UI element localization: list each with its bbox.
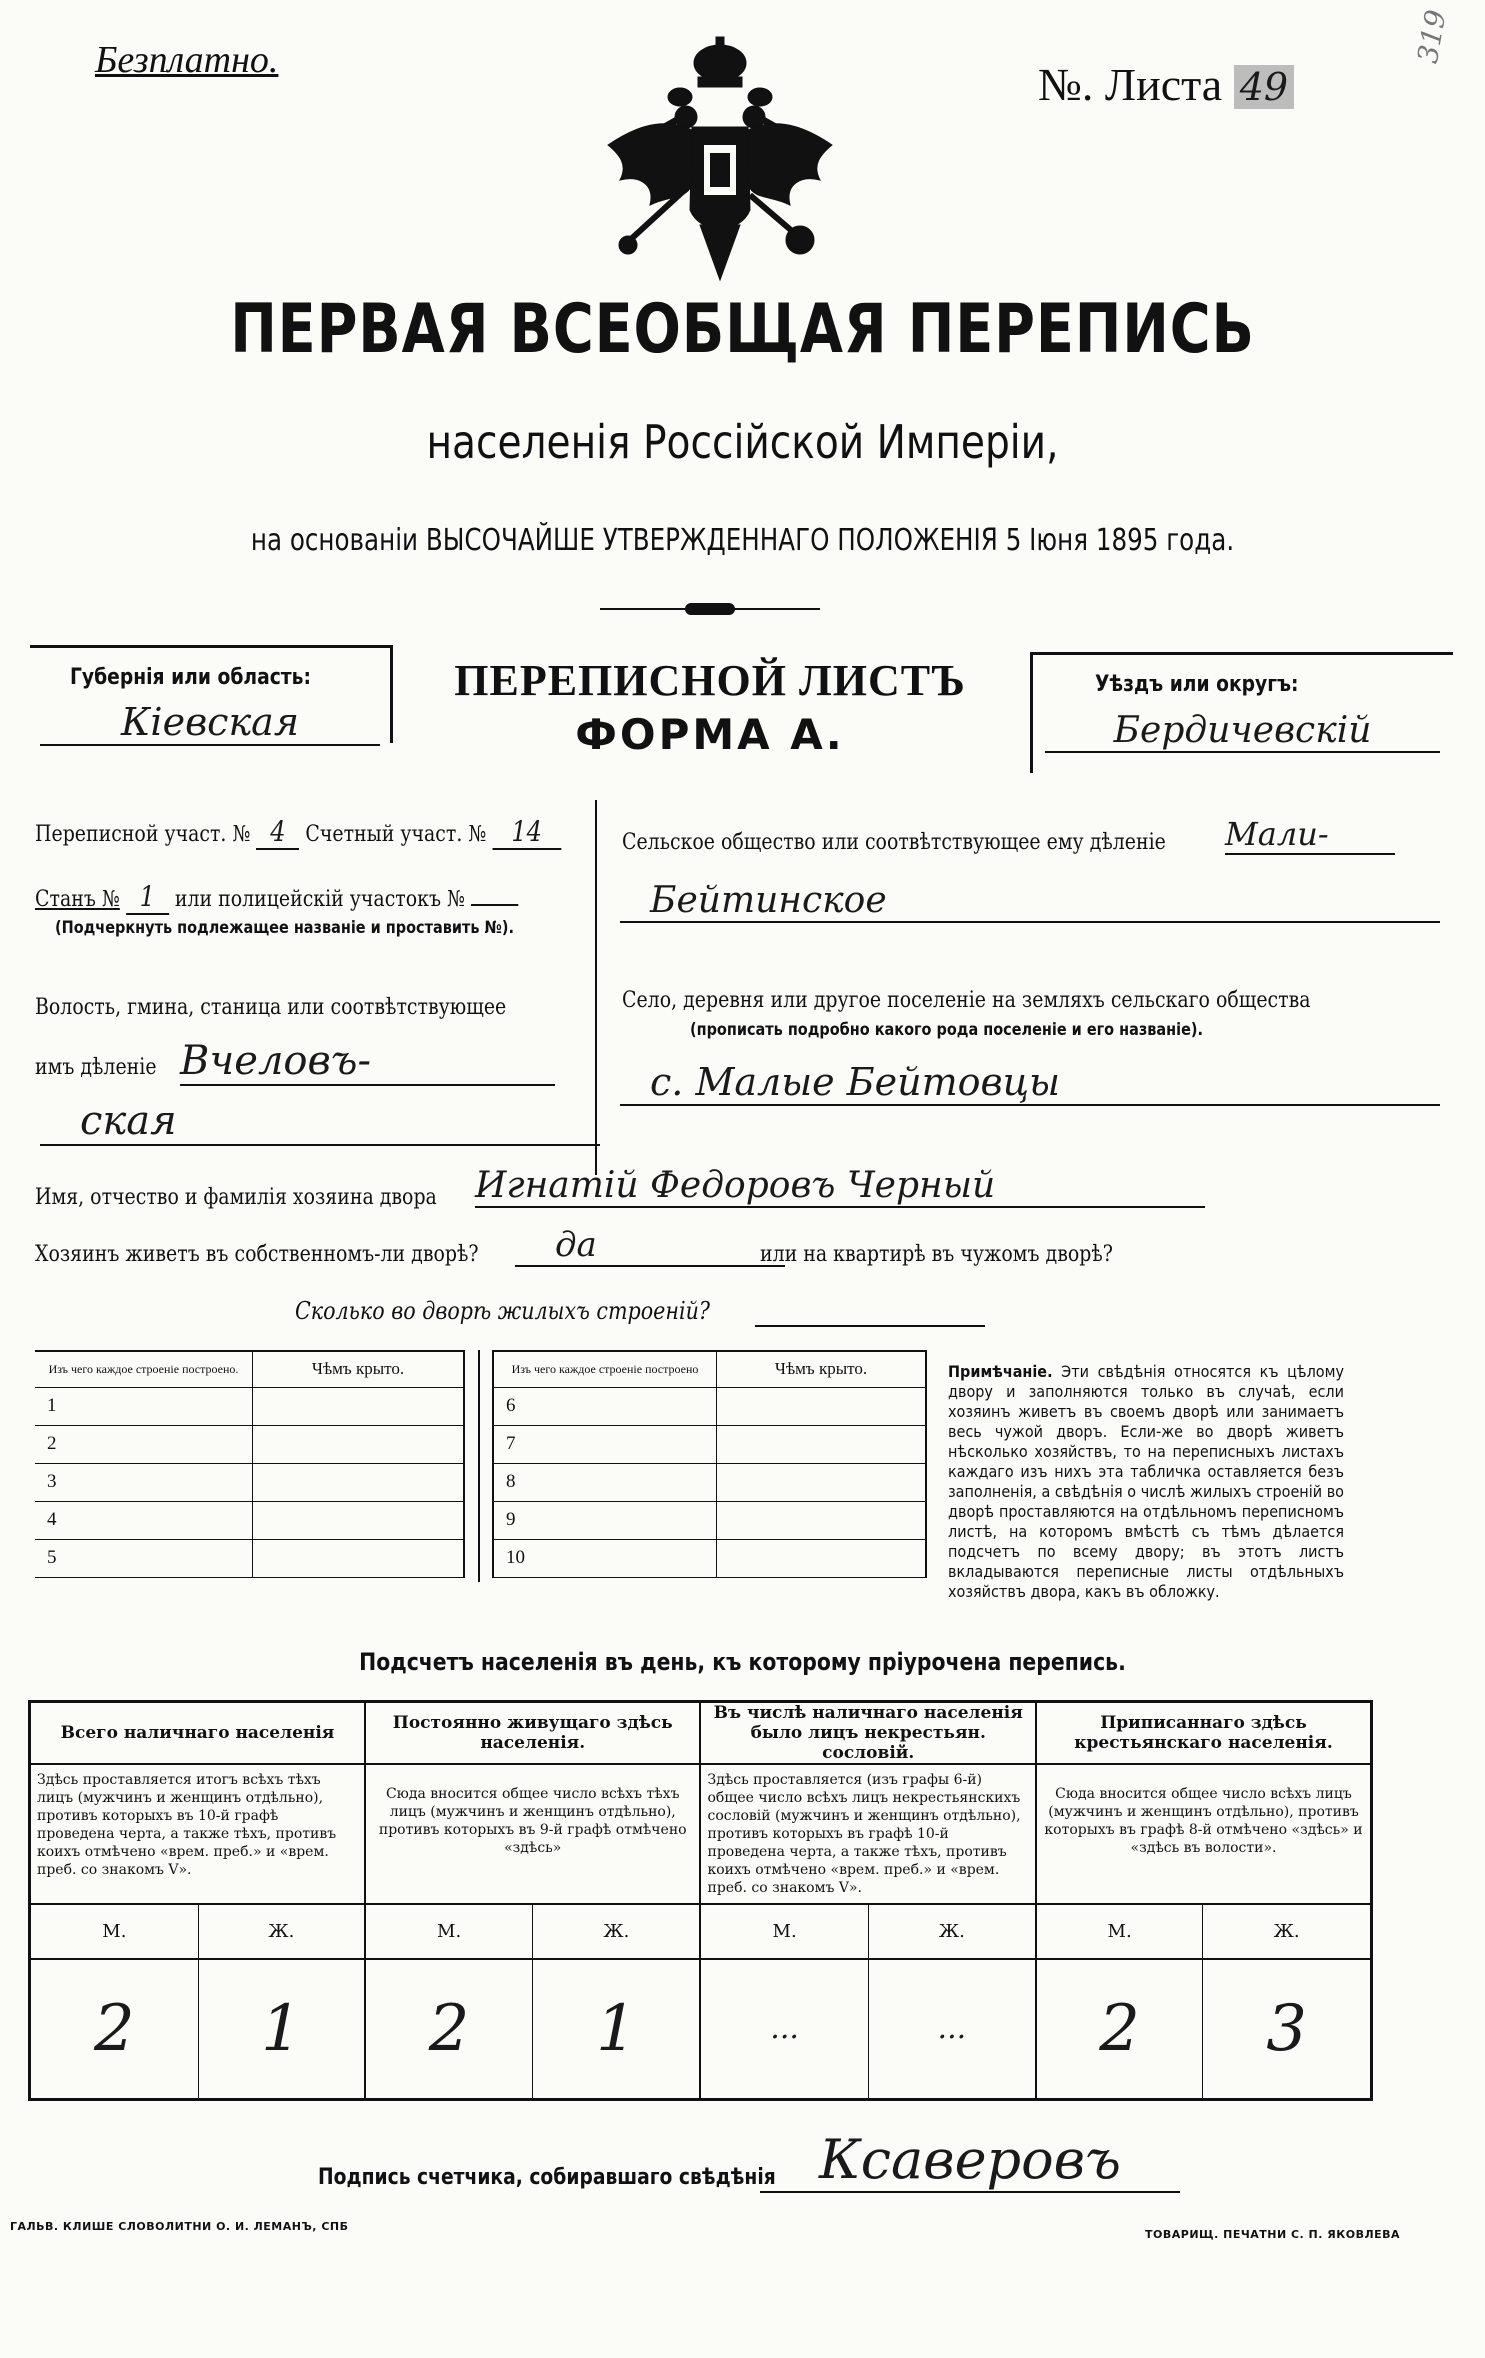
pop-f-value-2: 1 bbox=[533, 1959, 701, 2099]
note-title: Примѣчаніе. bbox=[948, 1362, 1053, 1381]
col-material-header: Изъ чего каждое строеніе построено. bbox=[35, 1351, 253, 1387]
village-note: (прописать подробно какого рода поселеніе и его названіе). bbox=[690, 1020, 1203, 1040]
pop-col-4-header: Приписаннаго здѣсь крестьянскаго населенія. bbox=[1036, 1702, 1372, 1765]
corner-mark: 319 bbox=[1410, 7, 1453, 66]
pop-m-label-1: М. bbox=[30, 1904, 199, 1959]
province-value: Кіевская bbox=[40, 700, 380, 746]
count-section-value: 14 bbox=[492, 815, 561, 850]
society-value-2: Бейтинское bbox=[620, 880, 1440, 923]
volost-row bbox=[35, 1055, 176, 1080]
buildings-table-right bbox=[492, 1350, 927, 1578]
building-row-7: 7 bbox=[493, 1425, 717, 1463]
building-row-1: 1 bbox=[35, 1387, 253, 1425]
own-yard-value: да bbox=[515, 1225, 785, 1267]
pop-col-2-header: Постоянно живущаго здѣсь населенія. bbox=[365, 1702, 701, 1765]
district-label: Уѣздъ или округъ: bbox=[1095, 672, 1299, 697]
printer-right: ТОВАРИЩ. ПЕЧАТНИ С. П. ЯКОВЛЕВА bbox=[1145, 2228, 1401, 2241]
signature-value: Ксаверовъ bbox=[760, 2128, 1180, 2193]
pop-m-label-3: М. bbox=[700, 1904, 868, 1959]
camp-label: Станъ № bbox=[35, 887, 120, 912]
village-value: с. Малые Бейтовцы bbox=[620, 1060, 1440, 1106]
form-subtitle: ФОРМА А. bbox=[575, 710, 845, 759]
own-yard-label: Хозяинъ живетъ въ собственномъ-ли дворѣ? bbox=[35, 1242, 479, 1267]
census-section-label: Переписной участ. № bbox=[35, 822, 251, 847]
society-value-1: Мали- bbox=[1225, 815, 1395, 855]
census-section-row bbox=[35, 815, 561, 850]
population-title: Подсчетъ населенія въ день, къ которому пріурочена перепись. bbox=[359, 1648, 1126, 1676]
camp-value: 1 bbox=[126, 880, 169, 915]
pop-m-value-4: 2 bbox=[1036, 1959, 1203, 2099]
society-label: Сельское общество или соотвѣтствующее ему дѣленіе bbox=[622, 830, 1166, 855]
pop-m-label-4: М. bbox=[1036, 1904, 1203, 1959]
note-block bbox=[948, 1362, 1344, 1602]
building-row-8: 8 bbox=[493, 1463, 717, 1501]
owner-name-label: Имя, отчество и фамилія хозяина двора bbox=[35, 1185, 437, 1210]
col-roof-header-2: Чѣмъ крыто. bbox=[717, 1351, 927, 1387]
pop-m-label-2: М. bbox=[365, 1904, 533, 1959]
pop-f-label-3: Ж. bbox=[868, 1904, 1036, 1959]
pop-col-1-desc: Здѣсь проставляется итогъ всѣхъ тѣхъ лицъ (мужчинъ и женщинъ отдѣльно), противъ которыхъ въ 10-й графѣ проведена черта, а также тѣхъ, противъ коихъ отмѣчено «врем. преб.» и «врем. преб. со знакомъ V». bbox=[30, 1764, 365, 1904]
owner-name-row bbox=[35, 1185, 502, 1210]
printer-left: ГАЛЬВ. КЛИШЕ СЛОВОЛИТНИ О. И. ЛЕМАНЪ, СПБ bbox=[10, 2220, 349, 2233]
col-roof-header: Чѣмъ крыто. bbox=[253, 1351, 465, 1387]
sheet-number-label: №. Листа bbox=[1038, 59, 1223, 110]
note-text: Эти свѣдѣнія относятся къ цѣлому двору и заполняются только въ случаѣ, если хозяинъ живетъ въ своемъ дворѣ или занимаетъ весь чужой дворъ. Если-же во дворѣ живетъ нѣсколько хозяйствъ, то на переписныхъ листахъ каждаго изъ нихъ эта табличка оставляется безъ заполненія, а свѣдѣнія о числѣ жилыхъ строеній во дворѣ проставляются на отдѣльномъ переписномъ листѣ, на которомъ вмѣстѣ съ тѣмъ дѣлается подсчетъ по всему двору; въ этотъ листъ вкладываются переписные листы отдѣльныхъ хозяйствъ двора, какъ въ обложку. bbox=[948, 1362, 1344, 1601]
volost-value-1: Вчеловъ- bbox=[180, 1038, 555, 1086]
police-label: или полицейскій участокъ № bbox=[174, 887, 465, 912]
buildings-label: Сколько во дворѣ жилыхъ строеній? bbox=[295, 1297, 710, 1325]
census-section-value: 4 bbox=[256, 815, 299, 850]
buildings-table-left bbox=[35, 1350, 465, 1578]
free-label: Безплатно. bbox=[95, 39, 279, 81]
sheet-number-value: 49 bbox=[1234, 65, 1294, 109]
ornament-divider bbox=[600, 603, 820, 615]
building-row-9: 9 bbox=[493, 1501, 717, 1539]
pop-m-value-3: ... bbox=[700, 1959, 868, 2099]
population-table bbox=[28, 1700, 1373, 2101]
province-label: Губернія или область: bbox=[70, 665, 311, 690]
building-row-4: 4 bbox=[35, 1501, 253, 1539]
building-row-10: 10 bbox=[493, 1539, 717, 1577]
pop-f-label-2: Ж. bbox=[533, 1904, 701, 1959]
pop-f-label-4: Ж. bbox=[1203, 1904, 1372, 1959]
pop-m-value-1: 2 bbox=[30, 1959, 199, 2099]
pop-f-value-4: 3 bbox=[1266, 1991, 1307, 2066]
village-label: Село, деревня или другое поселеніе на земляхъ сельскаго общества bbox=[622, 988, 1311, 1013]
signature-label: Подпись счетчика, собиравшаго свѣдѣнія bbox=[318, 2165, 776, 2190]
sheet-number bbox=[1038, 58, 1294, 111]
volost-label-1: Волость, гмина, станица или соотвѣтствующее bbox=[35, 995, 507, 1020]
pop-col-3-desc: Здѣсь проставляется (изъ графы 6-й) общее число всѣхъ лицъ некрестьянскихъ сословій (мужчинъ и женщинъ отдѣльно), противъ которыхъ въ графѣ 10-й проведена черта, а также тѣхъ, противъ коихъ отмѣчено «врем. преб.» и «врем. преб. со знакомъ V». bbox=[700, 1764, 1036, 1904]
underline-note: (Подчеркнуть подлежащее названіе и проставить №). bbox=[55, 918, 514, 938]
pop-f-value-1: 1 bbox=[198, 1959, 365, 2099]
page-title: ПЕРВАЯ ВСЕОБЩАЯ ПЕРЕПИСЬ bbox=[230, 290, 1255, 369]
pop-col-2-desc: Сюда вносится общее число всѣхъ тѣхъ лицъ (мужчинъ и женщинъ отдѣльно), противъ которыхъ въ 9-й графѣ отмѣчено «здѣсь» bbox=[365, 1764, 701, 1904]
camp-row bbox=[35, 880, 518, 915]
pop-f-label-1: Ж. bbox=[198, 1904, 365, 1959]
buildings-count-line bbox=[755, 1325, 985, 1327]
pop-m-value-2: 2 bbox=[365, 1959, 533, 2099]
pop-col-4-desc: Сюда вносится общее число всѣхъ лицъ (мужчинъ и женщинъ отдѣльно), противъ которыхъ въ графѣ 8-й отмѣчено «здѣсь» и «здѣсь въ волости». bbox=[1036, 1764, 1372, 1904]
count-section-label: Счетный участ. № bbox=[305, 822, 487, 847]
owner-name-value: Игнатій Федоровъ Черный bbox=[475, 1165, 1205, 1208]
volost-label-2: имъ дѣленіе bbox=[35, 1055, 157, 1080]
volost-value-2: ская bbox=[40, 1098, 600, 1146]
building-row-3: 3 bbox=[35, 1463, 253, 1501]
pop-f-value-3: ... bbox=[868, 1959, 1036, 2099]
pop-col-3-header: Въ числѣ наличнаго населенія было лицъ некрестьян. сословій. bbox=[700, 1702, 1036, 1765]
form-title: ПЕРЕПИСНОЙ ЛИСТЪ bbox=[454, 656, 966, 705]
building-row-6: 6 bbox=[493, 1387, 717, 1425]
rented-label: или на квартирѣ въ чужомъ дворѣ? bbox=[760, 1242, 1113, 1267]
col-material-header-2: Изъ чего каждое строеніе построено bbox=[493, 1351, 717, 1387]
buildings-tables-separator bbox=[478, 1350, 480, 1582]
district-value: Бердичевскій bbox=[1045, 710, 1440, 753]
basis-line: на основаніи ВЫСОЧАЙШЕ УТВЕРЖДЕННАГО ПОЛОЖЕНІЯ 5 Іюня 1895 года. bbox=[250, 523, 1235, 558]
building-row-2: 2 bbox=[35, 1425, 253, 1463]
pop-col-1-header: Всего наличнаго населенія bbox=[30, 1702, 365, 1765]
building-row-5: 5 bbox=[35, 1539, 253, 1577]
page-subtitle: населенія Россійской Имперіи, bbox=[426, 415, 1059, 469]
imperial-eagle-emblem bbox=[600, 35, 840, 295]
